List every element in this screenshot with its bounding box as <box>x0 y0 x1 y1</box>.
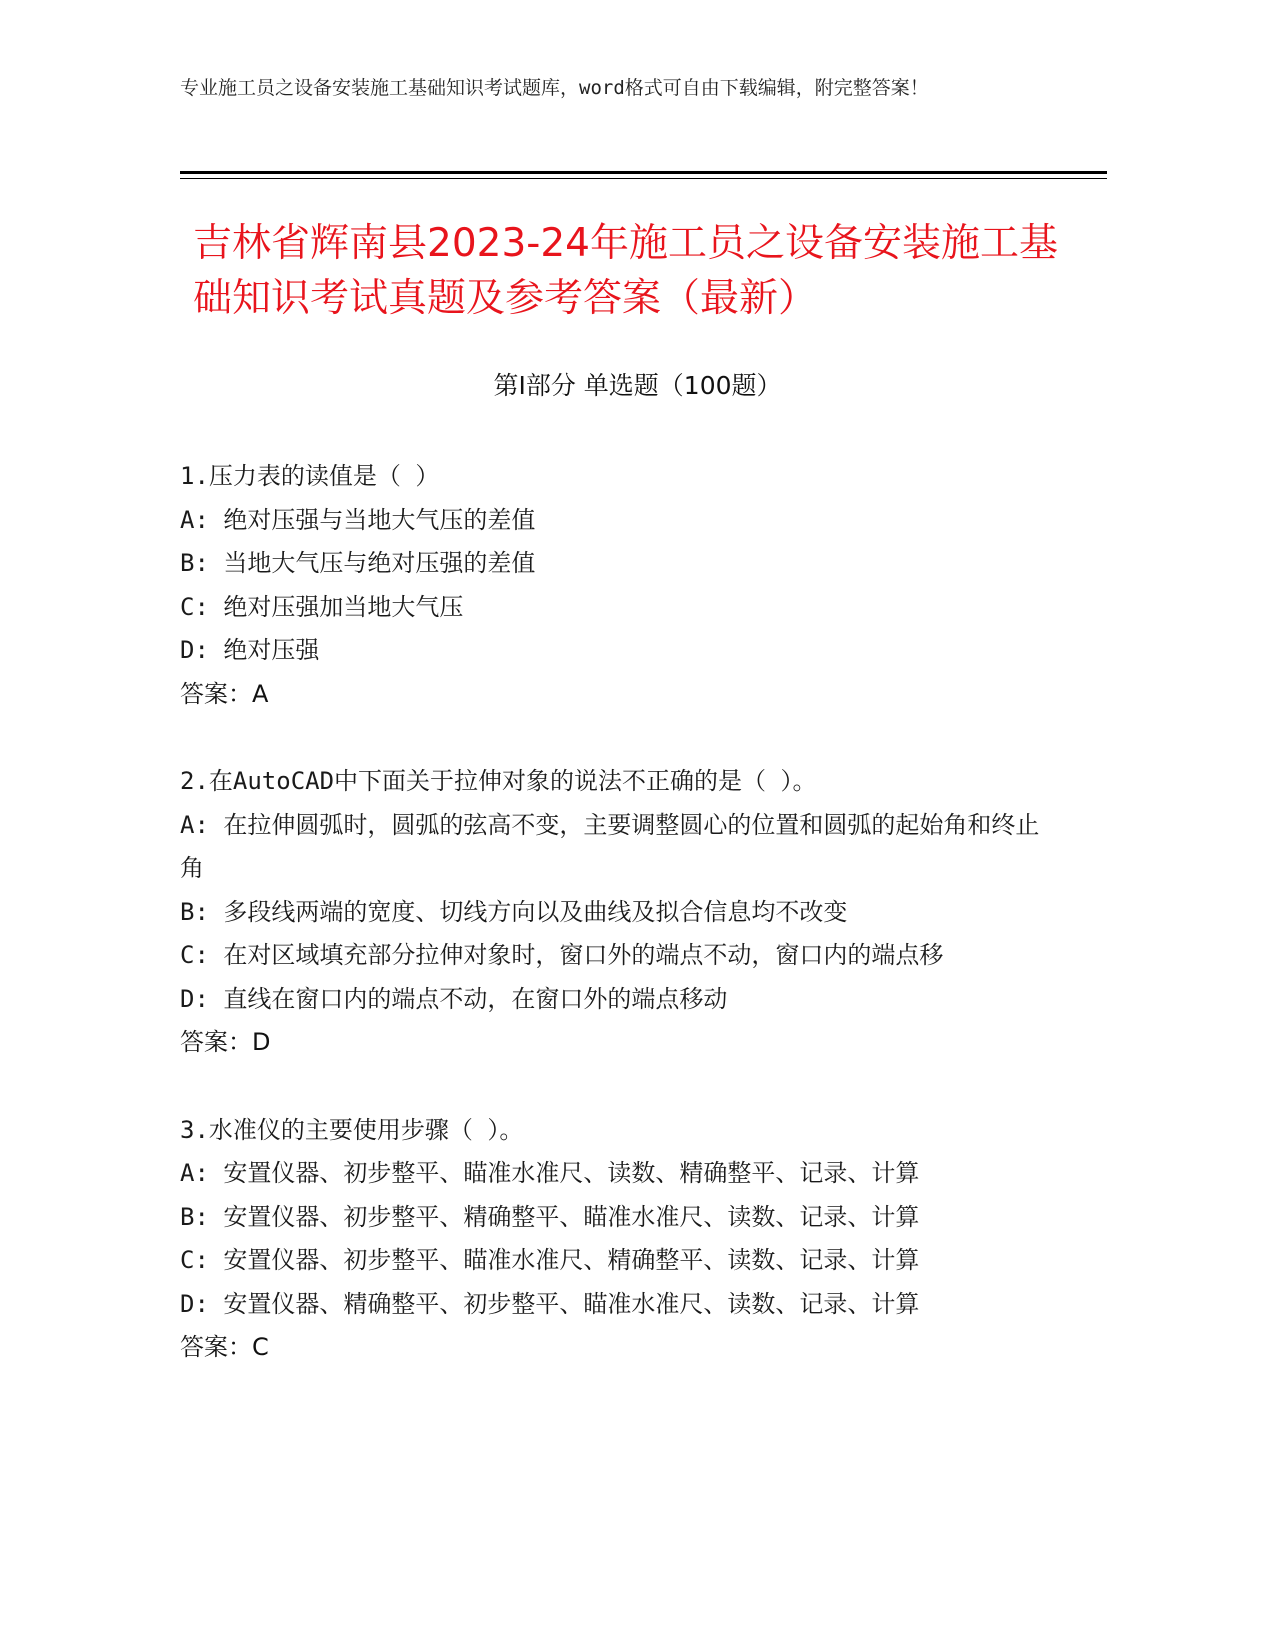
option-d: D: 安置仪器、精确整平、初步整平、瞄准水准尺、读数、记录、计算 <box>180 1289 920 1318</box>
document-title: 吉林省辉南县2023-24年施工员之设备安装施工基础知识考试真题及参考答案（最新） <box>193 221 1058 321</box>
option-a: A: 在拉伸圆弧时，圆弧的弦高不变，主要调整圆心的位置和圆弧的起始角和终止角 <box>180 810 1040 882</box>
answer-label: 答案：D <box>180 1028 271 1056</box>
option-c: C: 在对区域填充部分拉伸对象时，窗口外的端点不动，窗口内的端点移 <box>180 941 944 969</box>
section-title: 第Ⅰ部分 单选题（100题） <box>493 371 782 400</box>
answer-label: 答案：C <box>180 1333 269 1361</box>
option-d: D: 直线在窗口内的端点不动，在窗口外的端点移动 <box>180 984 728 1013</box>
header-rule-thick <box>180 171 1107 174</box>
option-a: A: 绝对压强与当地大气压的差值 <box>180 505 536 534</box>
option-b: B: 多段线两端的宽度、切线方向以及曲线及拟合信息均不改变 <box>180 897 848 926</box>
option-b: B: 安置仪器、初步整平、精确整平、瞄准水准尺、读数、记录、计算 <box>180 1202 920 1231</box>
option-d: D: 绝对压强 <box>180 636 320 664</box>
answer-label: 答案：A <box>180 679 269 708</box>
option-c: C: 安置仪器、初步整平、瞄准水准尺、精确整平、读数、记录、计算 <box>180 1246 920 1274</box>
option-c: C: 绝对压强加当地大气压 <box>180 592 464 621</box>
question-1 <box>180 455 1040 716</box>
question-3 <box>180 1109 1040 1370</box>
question-2 <box>180 760 1040 1065</box>
question-stem: 3.水准仪的主要使用步骤（ ）。 <box>180 1115 524 1144</box>
question-stem: 2.在AutoCAD中下面关于拉伸对象的说法不正确的是（ ）。 <box>180 767 817 795</box>
header-rule-thin <box>180 178 1107 179</box>
question-stem: 1.压力表的读值是（ ） <box>180 462 440 490</box>
option-b: B: 当地大气压与绝对压强的差值 <box>180 549 536 577</box>
question-list <box>180 455 1040 1414</box>
option-a: A: 安置仪器、初步整平、瞄准水准尺、读数、精确整平、记录、计算 <box>180 1159 920 1187</box>
header-note: 专业施工员之设备安装施工基础知识考试题库，word格式可自由下载编辑，附完整答案！ <box>180 77 929 99</box>
